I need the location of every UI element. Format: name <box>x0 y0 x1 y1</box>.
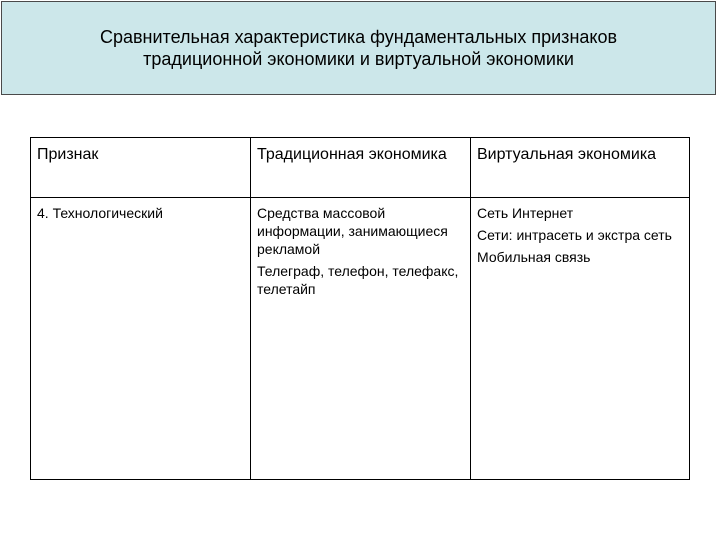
virtual-item-3: Мобильная связь <box>477 249 591 265</box>
cell-traditional <box>251 198 471 480</box>
feature-label: 4. Технологический <box>37 205 163 221</box>
slide-title-line-2: традиционной экономики и виртуальной экономики <box>143 49 574 69</box>
header-virtual-economy: Виртуальная экономика <box>471 138 690 198</box>
title-box <box>1 1 716 95</box>
table-row <box>31 198 690 480</box>
cell-feature <box>31 198 251 480</box>
slide-title <box>90 26 627 70</box>
traditional-item-2: Телеграф, телефон, телефакс, телетайп <box>257 263 459 297</box>
virtual-item-1: Сеть Интернет <box>477 205 574 221</box>
table-header-row <box>31 138 690 198</box>
slide-title-line-1: Сравнительная характеристика фундаментальных признаков <box>99 27 618 47</box>
header-traditional-economy: Традиционная экономика <box>251 138 471 198</box>
traditional-item-1: Средства массовой информации, занимающиеся рекламой <box>257 205 448 257</box>
comparison-table <box>30 137 690 480</box>
header-feature: Признак <box>31 138 251 198</box>
cell-virtual <box>471 198 690 480</box>
virtual-item-2: Сети: интрасеть и экстра сеть <box>477 227 672 243</box>
